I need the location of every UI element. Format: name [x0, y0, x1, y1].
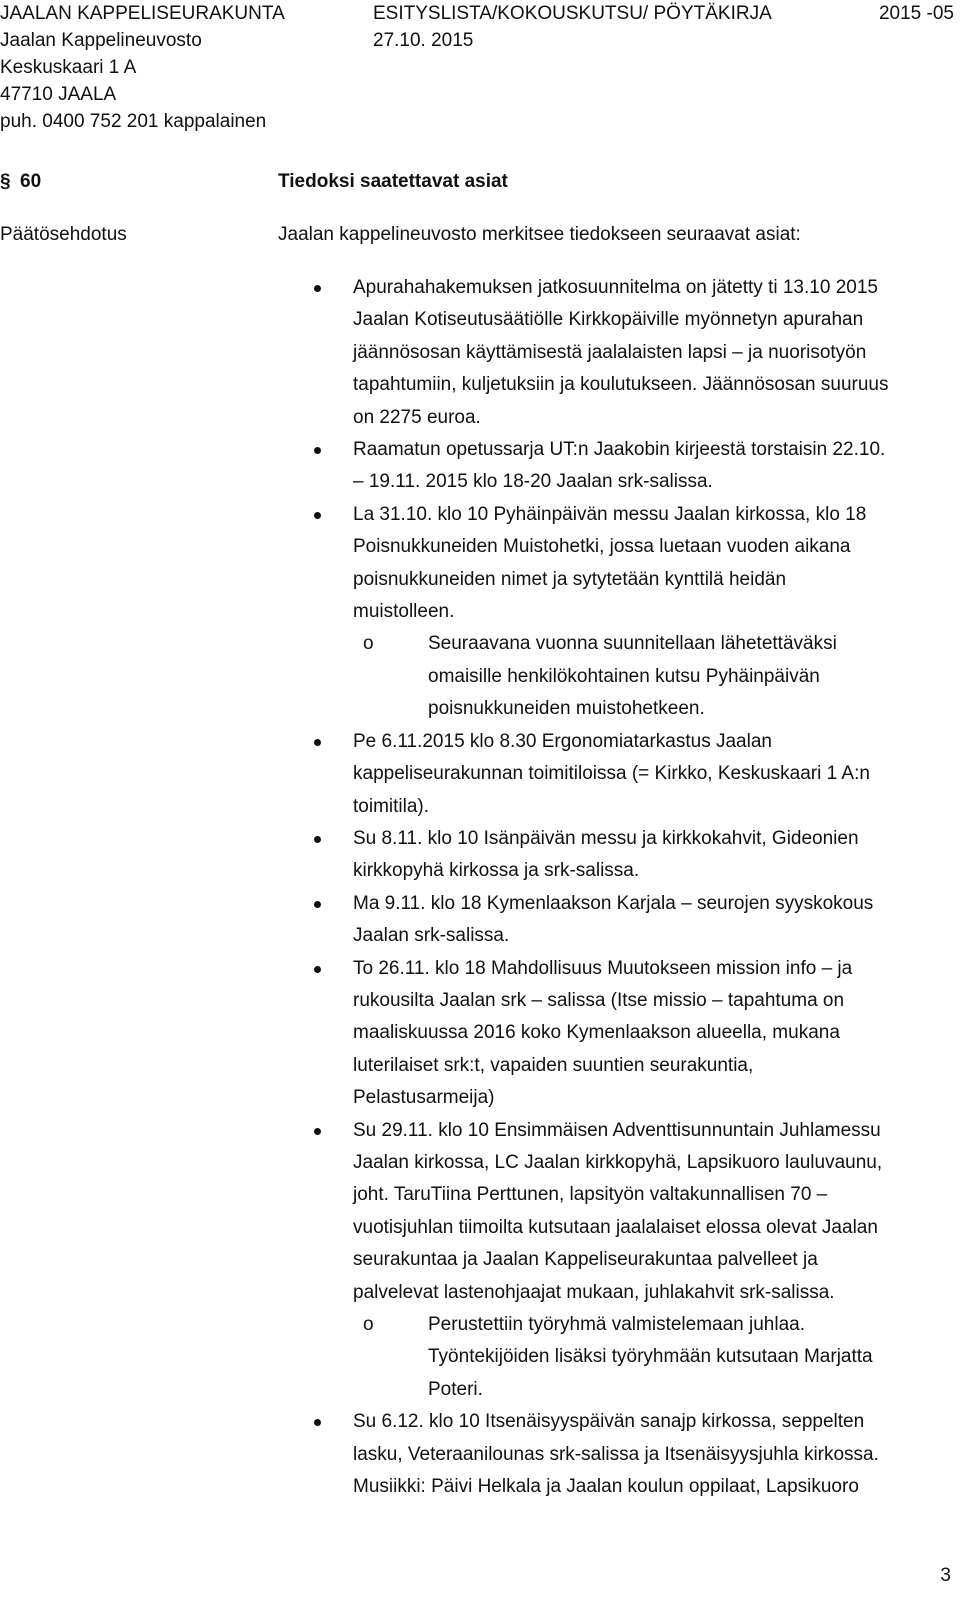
list-item-text: Raamatun opetussarja UT:n Jaakobin kirjeestä torstaisin 22.10. – 19.11. 2015 klo 18-20 Jaalan srk-salissa.: [353, 439, 886, 493]
list-item: [353, 953, 953, 1115]
list-item: [353, 499, 953, 726]
bullet-icon: [314, 285, 321, 292]
proposal-label: Päätösehdotus: [0, 224, 127, 245]
bullet-icon: [314, 739, 321, 746]
list-item: [353, 272, 953, 434]
agenda-list: [353, 272, 953, 1503]
header-phone: puh. 0400 752 201 kappalainen: [0, 111, 267, 132]
sub-list-item-text: Perustettiin työryhmä valmistelemaan juhlaa. Työntekijöiden lisäksi työryhmään kutsutaan Marjatta Poteri.: [428, 1314, 873, 1400]
bullet-icon: [314, 966, 321, 973]
bullet-icon: [314, 901, 321, 908]
list-item-text: To 26.11. klo 18 Mahdollisuus Muutokseen mission info – ja rukousilta Jaalan srk – salissa (Itse missio – tapahtuma on maaliskuussa 2016 koko Kymenlaakson alueella, mukana luterilaiset srk:t, vapaiden suuntien seurakuntia, Pelastusarmeija): [353, 957, 853, 1109]
bullet-icon: [314, 1419, 321, 1426]
circle-bullet-icon: o: [363, 633, 374, 655]
list-item: [353, 1115, 953, 1407]
header-doc-type: ESITYSLISTA/KOKOUSKUTSU/ PÖYTÄKIRJA: [373, 3, 772, 24]
list-item: [353, 1406, 953, 1503]
section-title: Tiedoksi saatettavat asiat: [278, 171, 508, 192]
section-number: 60: [20, 171, 42, 192]
header-address: Keskuskaari 1 A: [0, 57, 137, 78]
page-number: 3: [940, 1565, 951, 1586]
list-item-text: Ma 9.11. klo 18 Kymenlaakson Karjala – seurojen syyskokous Jaalan srk-salissa.: [353, 892, 874, 947]
list-item-text: Su 6.12. klo 10 Itsenäisyyspäivän sanajp kirkossa, seppelten lasku, Veteraanilounas srk-salissa ja Itsenäisyysjuhla kirkossa. Musiikki: Päivi Helkala ja Jaalan koulun oppilaat, Lapsikuoro: [353, 1411, 879, 1498]
header-date: 27.10. 2015: [373, 30, 474, 51]
header-doc-number: 2015 -05: [878, 3, 954, 24]
list-item-text: Su 8.11. klo 10 Isänpäivän messu ja kirkkokahvit, Gideonien kirkkopyhä kirkossa ja srk-salissa.: [353, 827, 859, 882]
sub-list-item: [363, 1309, 953, 1406]
list-item: [353, 434, 953, 499]
sub-list-item-text: Seuraavana vuonna suunnitellaan lähetettäväksi omaisille henkilökohtainen kutsu Pyhäinpäivän poisnukkuneiden muistohetkeen.: [428, 633, 837, 720]
list-item: [353, 888, 953, 953]
header-org: JAALAN KAPPELISEURAKUNTA: [0, 3, 285, 24]
bullet-icon: [314, 512, 321, 519]
sub-list-item: [363, 628, 953, 725]
list-item-text: Pe 6.11.2015 klo 8.30 Ergonomiatarkastus Jaalan kappeliseurakunnan toimitiloissa (= Kirkko, Keskuskaari 1 A:n toimitila).: [353, 730, 870, 817]
list-item-text: La 31.10. klo 10 Pyhäinpäivän messu Jaalan kirkossa, klo 18 Poisnukkuneiden Muistohetki, jossa luetaan vuoden aikana poisnukkuneiden nimet ja sytytetään kynttilä heidän muistolleen.: [353, 503, 867, 623]
header-council: Jaalan Kappelineuvosto: [0, 30, 202, 51]
circle-bullet-icon: o: [363, 1314, 374, 1335]
bullet-icon: [314, 1128, 321, 1135]
list-item-text: Su 29.11. klo 10 Ensimmäisen Adventtisunnuntain Juhlamessu Jaalan kirkossa, LC Jaalan kirkkopyhä, Lapsikuoro lauluvaunu, joht. TaruTiina Perttunen, lapsityön valtakunnallisen 70 – vuotisjuhlan tiimoilta kutsutaan jaalalaiset elossa olevat Jaalan seurakuntaa ja Jaalan Kappeliseurakuntaa palvelleet ja palvelevat lastenohjaajat mukaan, juhlakahvit srk-salissa.: [353, 1119, 883, 1303]
header-postal: 47710 JAALA: [0, 84, 117, 105]
proposal-text: Jaalan kappelineuvosto merkitsee tiedokseen seuraavat asiat:: [278, 224, 801, 245]
list-item-text: Apurahahakemuksen jatkosuunnitelma on jätetty ti 13.10 2015 Jaalan Kotiseutusäätiölle Kirkkopäiville myönnetyn apurahan jäännösosan käyttämisestä jaalalaisten lapsi – ja nuorisotyön tapahtumiin, kuljetuksiin ja koulutukseen. Jäännösosan suuruus on 2275 euroa.: [353, 277, 889, 428]
list-item: [353, 726, 953, 823]
bullet-icon: [314, 447, 321, 454]
bullet-icon: [314, 836, 321, 843]
list-item: [353, 823, 953, 888]
section-sign: §: [0, 171, 11, 192]
